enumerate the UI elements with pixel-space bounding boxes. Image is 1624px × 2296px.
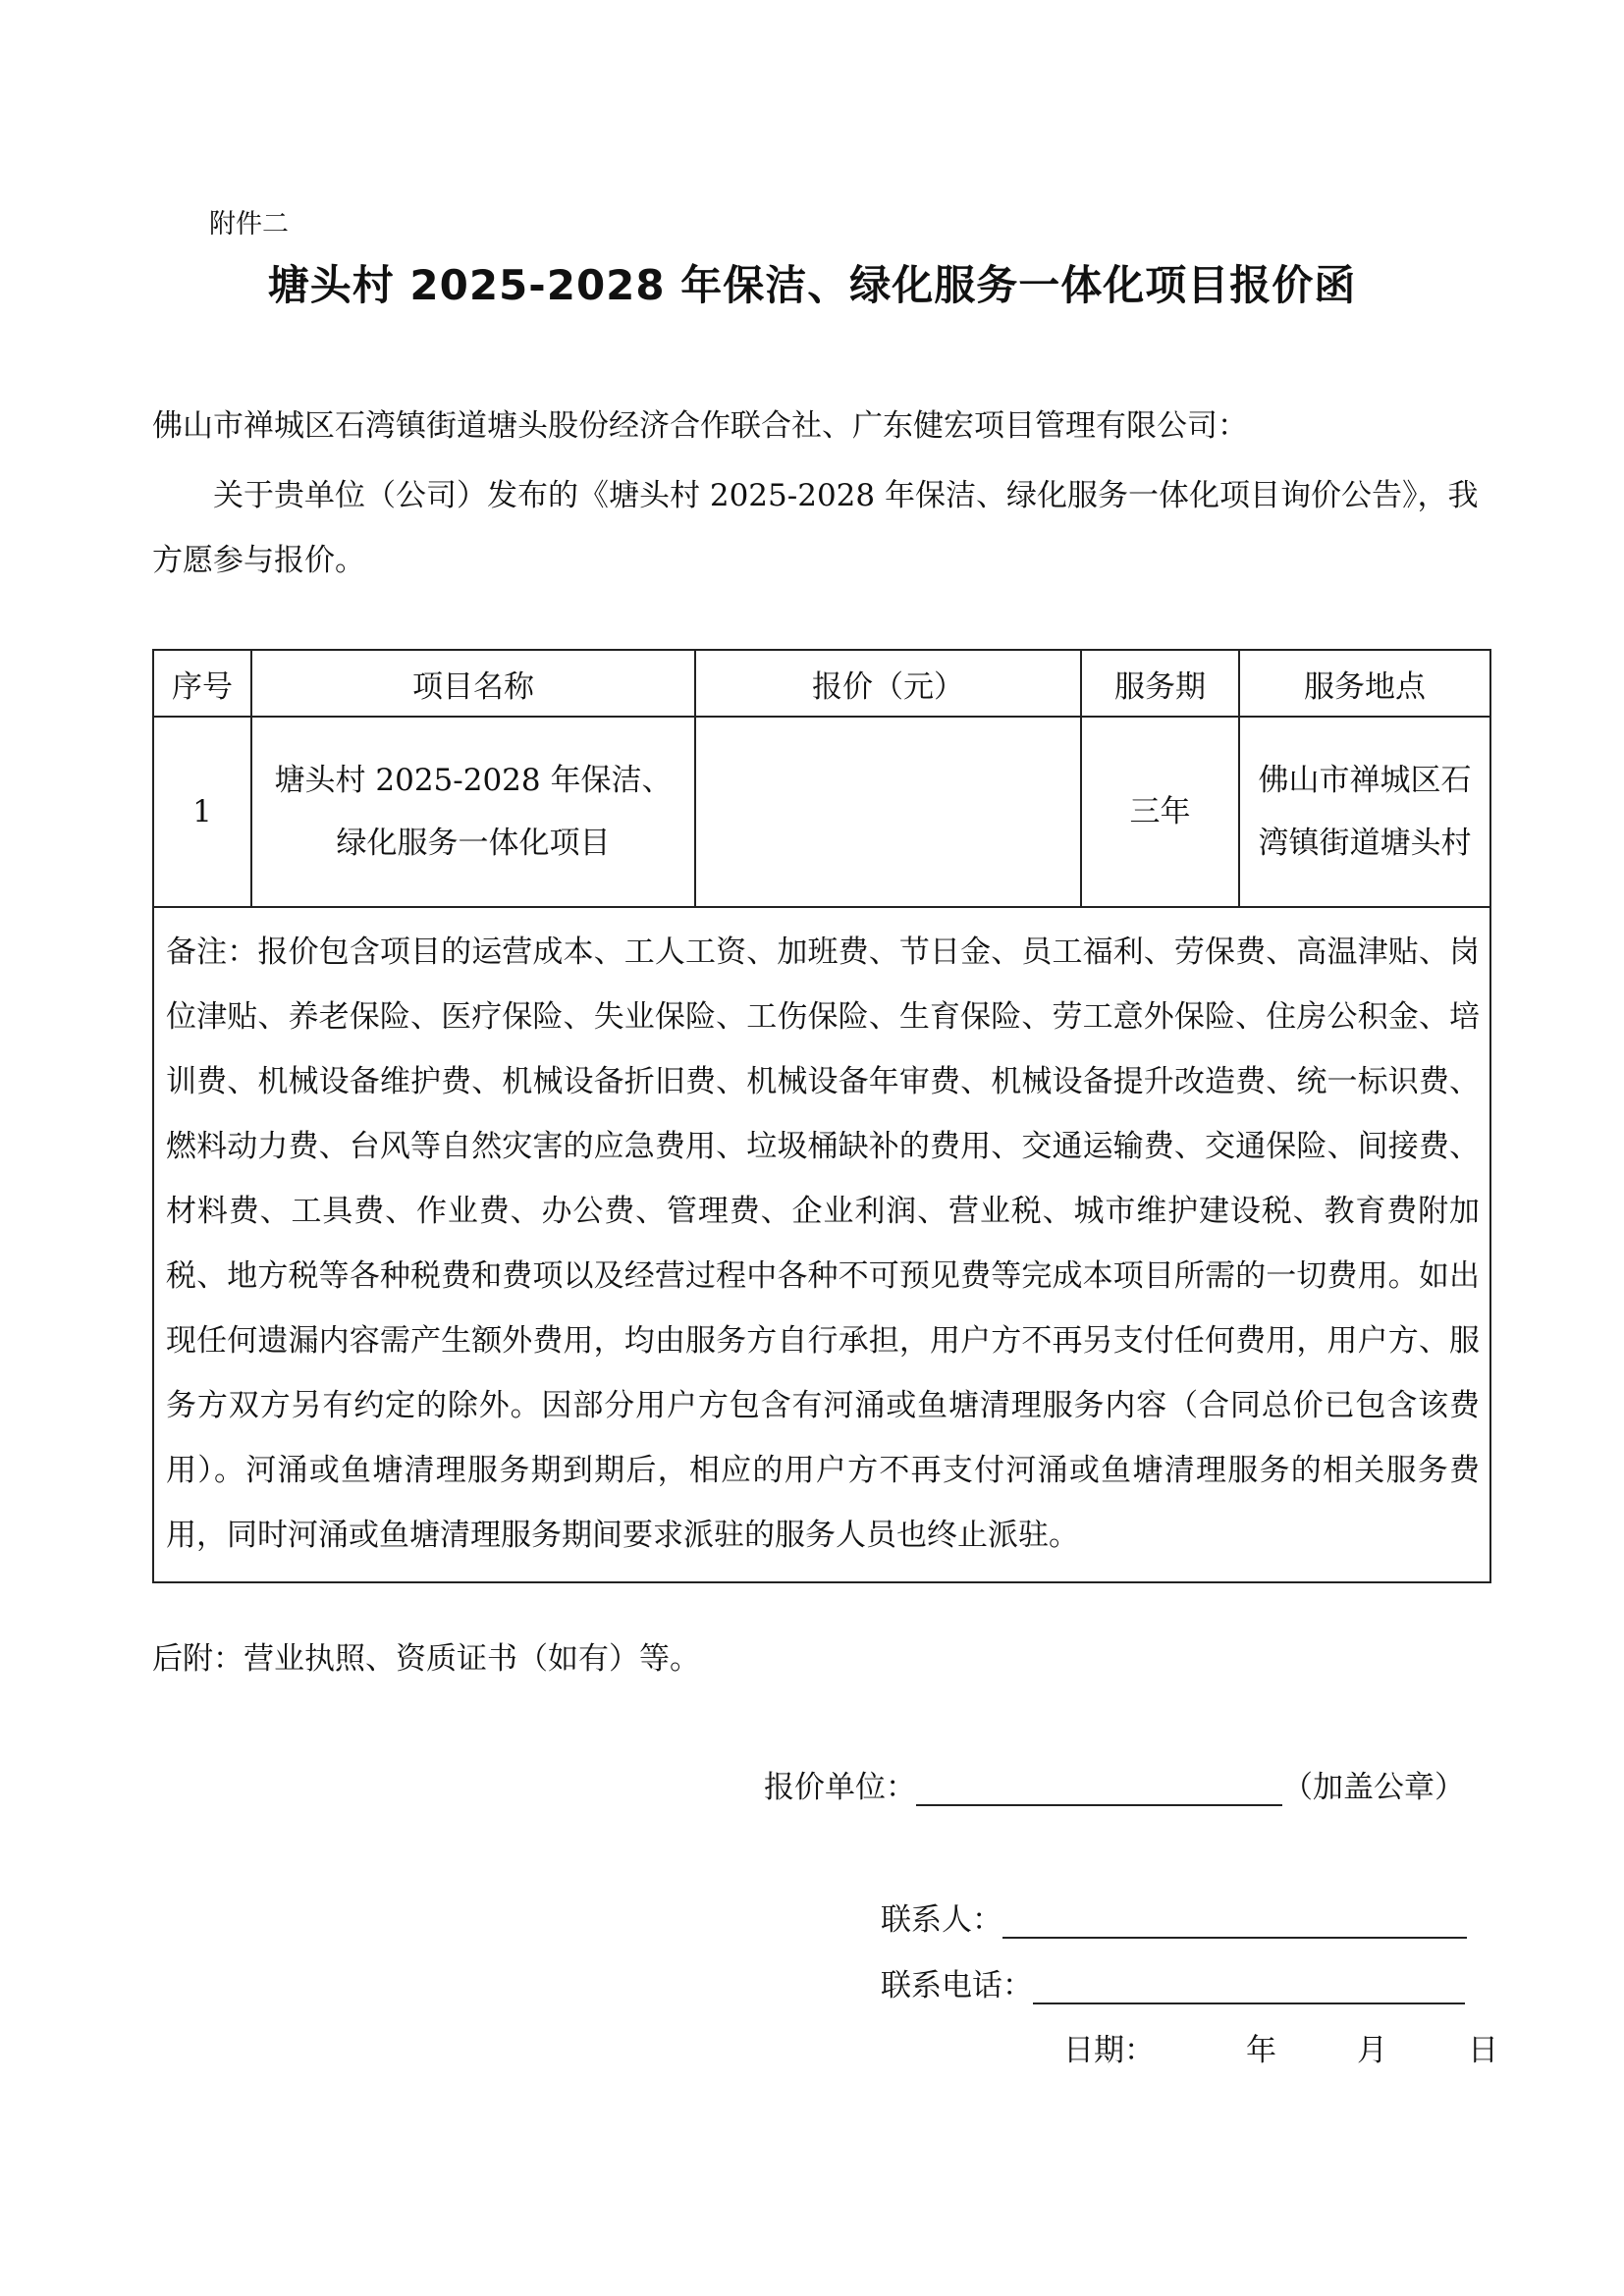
signature-date-line: [1063, 2025, 1498, 2069]
document-title: 塘头村 2025-2028 年保洁、绿化服务一体化项目报价函: [267, 261, 1357, 309]
table-note-row: [153, 907, 1490, 1582]
header-project-name: 项目名称: [251, 650, 695, 717]
date-day: 日: [1468, 2033, 1498, 2068]
signature-unit-line: [764, 1762, 1465, 1806]
header-service-period: 服务期: [1081, 650, 1239, 717]
table-row: [153, 717, 1490, 907]
phone-blank[interactable]: [1033, 1971, 1465, 2004]
quote-table: [152, 649, 1491, 1583]
date-label: 日期：: [1063, 2033, 1155, 2068]
contact-label: 联系人：: [881, 1902, 1002, 1938]
unit-blank[interactable]: [916, 1773, 1282, 1806]
cell-service-period: 三年: [1081, 717, 1239, 907]
contact-blank[interactable]: [1002, 1905, 1467, 1939]
date-year: 年: [1246, 2033, 1276, 2068]
signature-phone-line: [881, 1960, 1465, 2004]
recipient-line: 佛山市禅城区石湾镇街道塘头股份经济合作联合社、广东健宏项目管理有限公司：: [152, 408, 1248, 444]
cell-service-location: 佛山市禅城区石湾镇街道塘头村: [1239, 717, 1490, 907]
header-service-location: 服务地点: [1239, 650, 1490, 717]
date-month: 月: [1357, 2033, 1387, 2068]
table-header-row: [153, 650, 1490, 717]
attachment-label: 附件二: [209, 209, 289, 240]
phone-label: 联系电话：: [881, 1968, 1033, 2003]
cell-price[interactable]: [695, 717, 1081, 907]
cell-index: 1: [153, 717, 251, 907]
appendix-line: 后附：营业执照、资质证书（如有）等。: [152, 1641, 700, 1677]
header-index: 序号: [153, 650, 251, 717]
signature-contact-line: [881, 1895, 1467, 1939]
cell-project-name: 塘头村 2025-2028 年保洁、绿化服务一体化项目: [251, 717, 695, 907]
unit-suffix: （加盖公章）: [1282, 1770, 1465, 1805]
header-price: 报价（元）: [695, 650, 1081, 717]
unit-label: 报价单位：: [764, 1770, 916, 1805]
note-text: 备注：报价包含项目的运营成本、工人工资、加班费、节日金、员工福利、劳保费、高温津贴、岗位津贴、养老保险、医疗保险、失业保险、工伤保险、生育保险、劳工意外保险、住房公积金、培训费、机械设备维护费、机械设备折旧费、机械设备年审费、机械设备提升改造费、统一标识费、燃料动力费、台风等自然灾害的应急费用、垃圾桶缺补的费用、交通运输费、交通保险、间接费、材料费、工具费、作业费、办公费、管理费、企业利润、营业税、城市维护建设税、教育费附加税、地方税等各种税费和费项以及经营过程中各种不可预见费等完成本项目所需的一切费用。如出现任何遗漏内容需产生额外费用，均由服务方自行承担，用户方不再另支付任何费用，用户方、服务方双方另有约定的除外。因部分用户方包含有河涌或鱼塘清理服务内容（合同总价已包含该费用）。河涌或鱼塘清理服务期到期后，相应的用户方不再支付河涌或鱼塘清理服务的相关服务费用，同时河涌或鱼塘清理服务期间要求派驻的服务人员也终止派驻。: [153, 907, 1490, 1582]
intro-paragraph: 关于贵单位（公司）发布的《塘头村 2025-2028 年保洁、绿化服务一体化项目询价公告》，我方愿参与报价。: [152, 478, 1479, 578]
